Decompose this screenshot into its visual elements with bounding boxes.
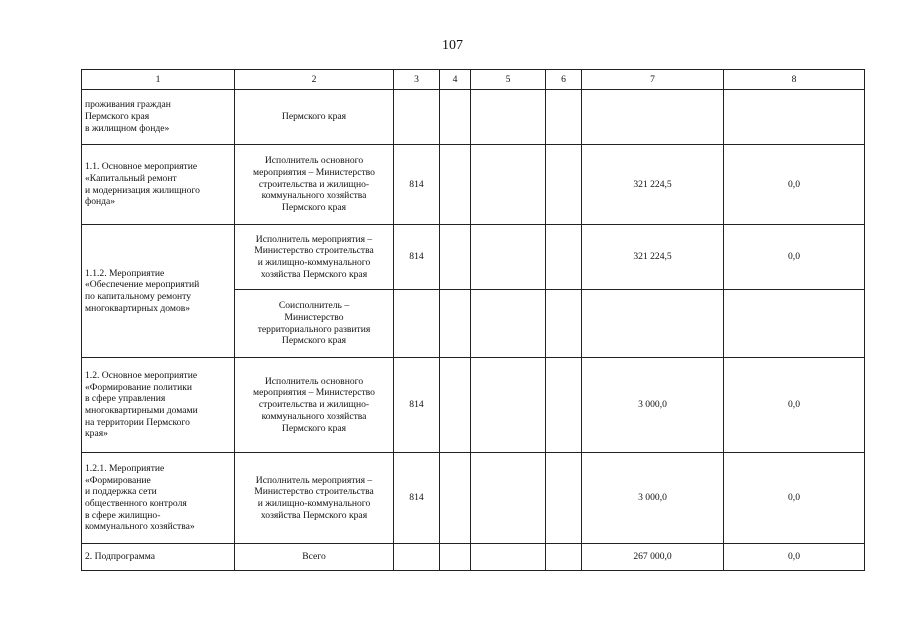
amount-cell: 0,0 xyxy=(724,358,865,453)
column-header: 2 xyxy=(235,70,394,90)
executor-cell: Пермского края xyxy=(235,90,394,145)
program-name-cell: проживания граждан Пермского края в жилищном фонде» xyxy=(82,90,235,145)
empty-cell xyxy=(440,225,471,290)
empty-cell xyxy=(471,90,546,145)
amount-cell: 0,0 xyxy=(724,544,865,571)
empty-cell xyxy=(546,358,582,453)
page-number: 107 xyxy=(442,38,463,53)
empty-cell xyxy=(471,453,546,544)
program-name-cell: 1.1.2. Мероприятие «Обеспечение мероприятий по капитальному ремонту многоквартирных домов» xyxy=(82,225,235,358)
empty-cell xyxy=(440,453,471,544)
column-header: 8 xyxy=(724,70,865,90)
table-row xyxy=(82,90,865,145)
empty-cell xyxy=(471,145,546,225)
co-executor-cell: Соисполнитель – Министерство территориального развития Пермского края xyxy=(235,290,394,358)
amount-cell: 321 224,5 xyxy=(582,145,724,225)
column-header: 3 xyxy=(394,70,440,90)
amount-cell xyxy=(582,90,724,145)
empty-cell xyxy=(471,290,546,358)
table-row xyxy=(82,453,865,544)
code-cell xyxy=(394,290,440,358)
executor-cell: Всего xyxy=(235,544,394,571)
amount-cell: 0,0 xyxy=(724,453,865,544)
empty-cell xyxy=(440,290,471,358)
empty-cell xyxy=(546,290,582,358)
amount-cell: 3 000,0 xyxy=(582,453,724,544)
executor-cell: Исполнитель мероприятия – Министерство строительства и жилищно-коммунального хозяйства Пермского края xyxy=(235,453,394,544)
code-cell: 814 xyxy=(394,145,440,225)
amount-cell: 3 000,0 xyxy=(582,358,724,453)
empty-cell xyxy=(546,90,582,145)
empty-cell xyxy=(546,453,582,544)
executor-cell: Исполнитель основного мероприятия – Министерство строительства и жилищно- коммунального хозяйства Пермского края xyxy=(235,145,394,225)
code-cell: 814 xyxy=(394,358,440,453)
executor-cell: Исполнитель мероприятия – Министерство строительства и жилищно-коммунального хозяйства Пермского края xyxy=(235,225,394,290)
table-row xyxy=(82,225,865,290)
amount-cell: 0,0 xyxy=(724,145,865,225)
amount-cell: 0,0 xyxy=(724,225,865,290)
empty-cell xyxy=(440,145,471,225)
column-header: 5 xyxy=(471,70,546,90)
empty-cell xyxy=(471,358,546,453)
code-cell xyxy=(394,544,440,571)
empty-cell xyxy=(440,90,471,145)
code-cell: 814 xyxy=(394,225,440,290)
program-name-cell: 1.1. Основное мероприятие «Капитальный ремонт и модернизация жилищного фонда» xyxy=(82,145,235,225)
empty-cell xyxy=(546,225,582,290)
empty-cell xyxy=(471,225,546,290)
executor-cell: Исполнитель основного мероприятия – Министерство строительства и жилищно- коммунального хозяйства Пермского края xyxy=(235,358,394,453)
column-header: 6 xyxy=(546,70,582,90)
amount-cell: 267 000,0 xyxy=(582,544,724,571)
column-header: 7 xyxy=(582,70,724,90)
amount-cell: 321 224,5 xyxy=(582,225,724,290)
program-name-cell: 2. Подпрограмма xyxy=(82,544,235,571)
table-row xyxy=(82,544,865,571)
empty-cell xyxy=(546,145,582,225)
amount-cell xyxy=(724,90,865,145)
amount-cell xyxy=(724,290,865,358)
table-row xyxy=(82,145,865,225)
program-name-cell: 1.2. Основное мероприятие «Формирование политики в сфере управления многоквартирными домами на территории Пермского края» xyxy=(82,358,235,453)
code-cell xyxy=(394,90,440,145)
table-row xyxy=(82,358,865,453)
empty-cell xyxy=(546,544,582,571)
empty-cell xyxy=(440,544,471,571)
budget-table xyxy=(81,69,865,571)
table-header-row xyxy=(82,70,865,90)
empty-cell xyxy=(440,358,471,453)
empty-cell xyxy=(471,544,546,571)
amount-cell xyxy=(582,290,724,358)
column-header: 4 xyxy=(440,70,471,90)
code-cell: 814 xyxy=(394,453,440,544)
program-name-cell: 1.2.1. Мероприятие «Формирование и поддержка сети общественного контроля в сфере жилищно- коммунального хозяйства» xyxy=(82,453,235,544)
column-header: 1 xyxy=(82,70,235,90)
